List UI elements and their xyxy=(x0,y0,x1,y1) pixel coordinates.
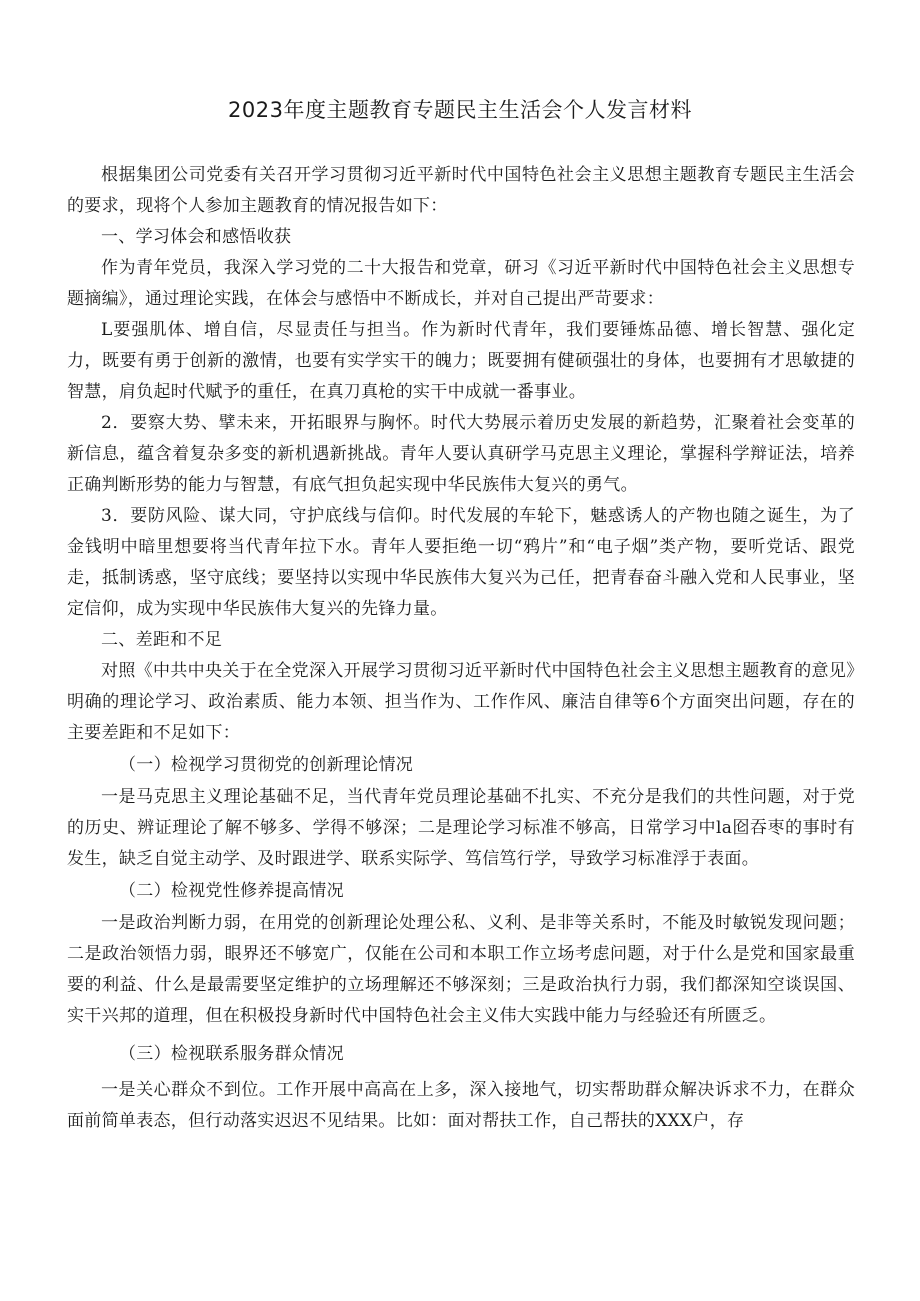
document-title: 2023年度主题教育专题民主生活会个人发言材料 xyxy=(228,98,692,122)
list-paragraph-1: L要强肌体、增自信，尽显责任与担当。作为新时代青年，我们要锤炼品德、增长智慧、强化定力，既要有勇于创新的激情，也要有实学实干的魄力；既要拥有健硕强壮的身体，也要拥有才思敏捷的智慧，肩负起时代赋予的重任，在真刀真枪的实干中成就一番事业。 xyxy=(67,320,855,402)
subsection-heading-3: （三）检视联系服务群众情况 xyxy=(119,1044,344,1064)
body-paragraph: 对照《中共中央关于在全党深入开展学习贯彻习近平新时代中国特色社会主义思想主题教育的意见》明确的理论学习、政治素质、能力本领、担当作为、工作作风、廉洁自律等6个方面突出问题，存在的主要差距和不足如下： xyxy=(67,661,855,743)
intro-paragraph: 根据集团公司党委有关召开学习贯彻习近平新时代中国特色社会主义思想主题教育专题民主生活会的要求，现将个人参加主题教育的情况报告如下： xyxy=(67,165,855,216)
list-paragraph-2: 2．要察大势、擘未来，开拓眼界与胸怀。时代大势展示着历史发展的新趋势，汇聚着社会变革的新信息，蕴含着复杂多变的新机遇新挑战。青年人要认真研学马克思主义理论，掌握科学辩证法，培养正确判断形势的能力与智慧，有底气担负起实现中华民族伟大复兴的勇气。 xyxy=(67,413,855,495)
body-paragraph: 作为青年党员，我深入学习党的二十大报告和党章，研习《习近平新时代中国特色社会主义思想专题摘编》，通过理论实践，在体会与感悟中不断成长，并对自己提出严苛要求： xyxy=(67,258,855,309)
body-paragraph: 一是马克思主义理论基础不足，当代青年党员理论基础不扎实、不充分是我们的共性问题，对于党的历史、辨证理论了解不够多、学得不够深；二是理论学习标准不够高，日常学习中la囵吞枣的事时有发生，缺乏自觉主动学、及时跟进学、联系实际学、笃信笃行学，导致学习标准浮于表面。 xyxy=(67,787,855,869)
section-heading-2: 二、差距和不足 xyxy=(101,630,223,650)
body-paragraph: 一是政治判断力弱，在用党的创新理论处理公私、义利、是非等关系时，不能及时敏锐发现问题；二是政治领悟力弱，眼界还不够宽广，仅能在公司和本职工作立场考虑问题，对于什么是党和国家最重要的利益、什么是最需要坚定维护的立场理解还不够深刻；三是政治执行力弱，我们都深知空谈误国、实干兴邦的道理，但在积极投身新时代中国特色社会主义伟大实践中能力与经验还有所匮乏。 xyxy=(67,913,855,1026)
subsection-heading-2: （二）检视党性修养提高情况 xyxy=(119,881,344,901)
document-body xyxy=(67,160,855,1137)
list-paragraph-3: 3．要防风险、谋大同，守护底线与信仰。时代发展的车轮下，魅惑诱人的产物也随之诞生，为了金钱明中暗里想要将当代青年拉下水。青年人要拒绝一切“鸦片”和“电子烟”类产物，要听党话、跟党走，抵制诱惑，坚守底线；要坚持以实现中华民族伟大复兴为己任，把青春奋斗融入党和人民事业，坚定信仰，成为实现中华民族伟大复兴的先锋力量。 xyxy=(67,506,855,619)
body-paragraph: 一是关心群众不到位。工作开展中高高在上多，深入接地气，切实帮助群众解决诉求不力，在群众面前简单表态，但行动落实迟迟不见结果。比如：面对帮扶工作，自己帮扶的XXX户，存 xyxy=(67,1080,855,1131)
section-heading-1: 一、学习体会和感悟收获 xyxy=(101,227,292,247)
subsection-heading-1: （一）检视学习贯彻党的创新理论情况 xyxy=(119,755,414,775)
